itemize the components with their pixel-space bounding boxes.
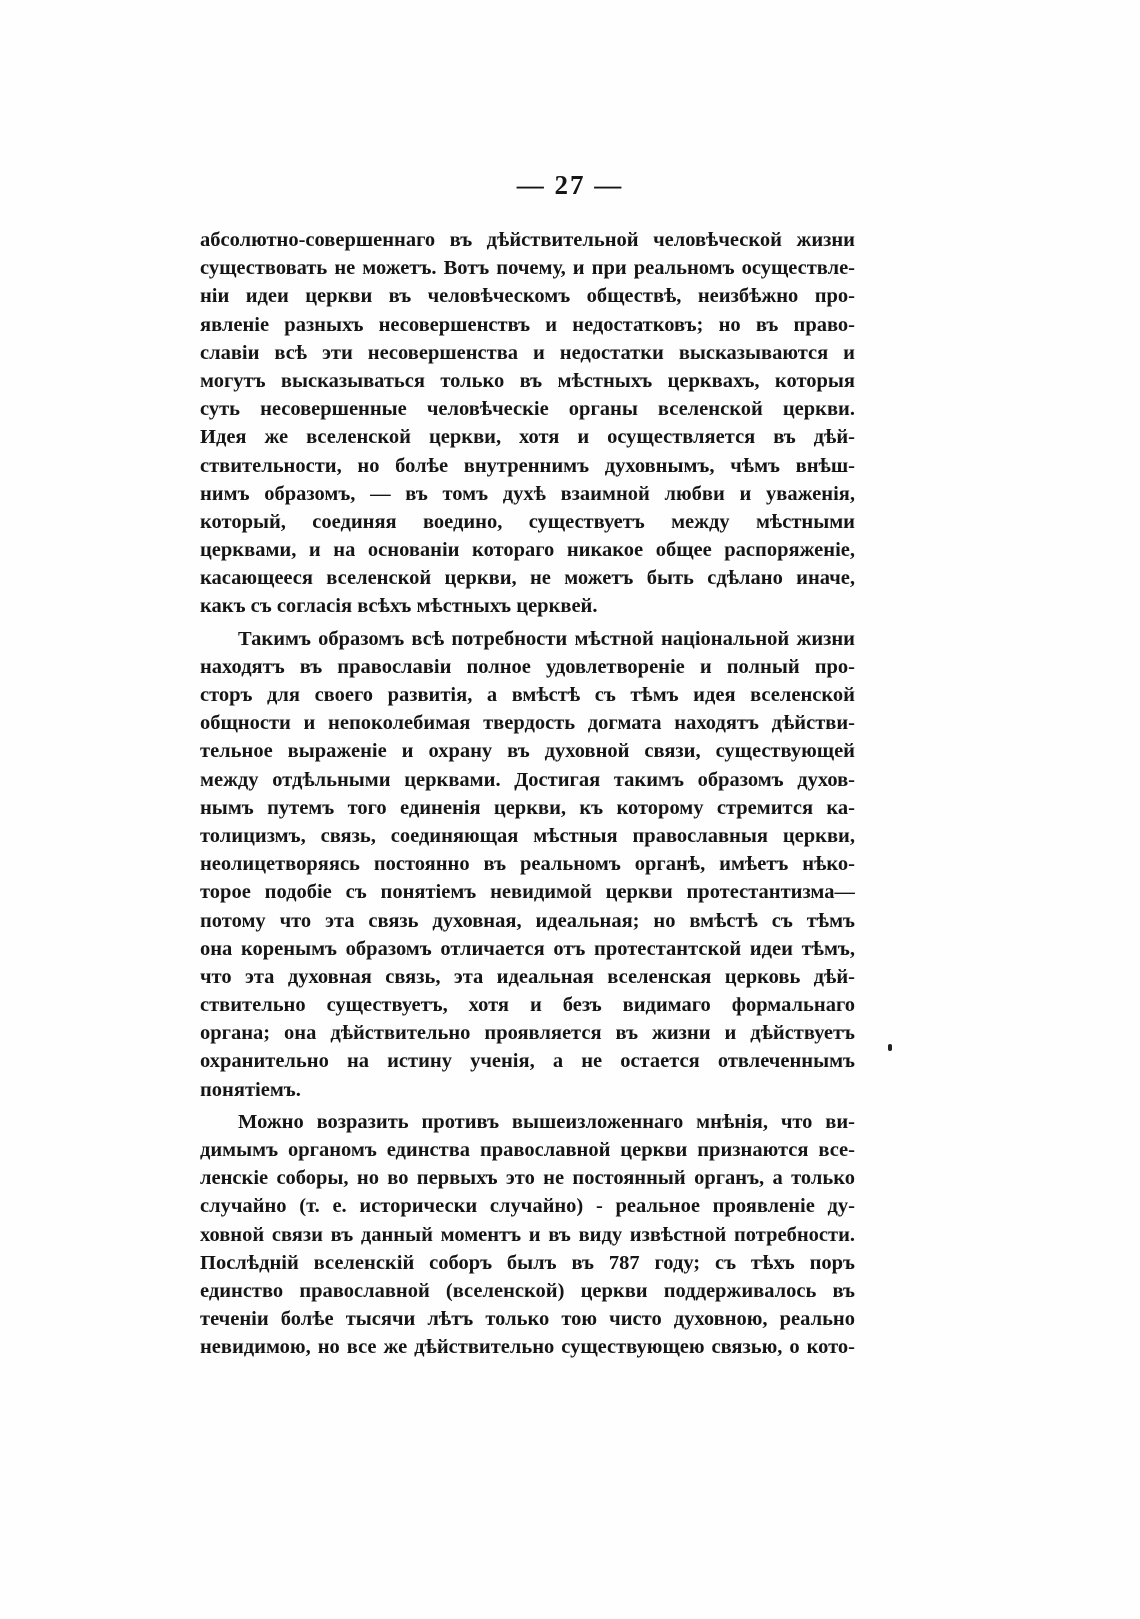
text-line: нимъ образомъ, — въ томъ духѣ взаимной любви и уваженія, xyxy=(200,482,855,505)
text-line: ніи идеи церкви въ человѣческомъ обществѣ, неизбѣжно про- xyxy=(200,285,855,308)
text-line: церквами, и на основаніи котораго никакое общее распоряженіе, xyxy=(200,539,855,562)
text-line: Такимъ образомъ всѣ потребности мѣстной національной жизни xyxy=(238,627,855,650)
text-line: ствительно существуетъ, хотя и безъ видимаго формальнаго xyxy=(200,994,855,1017)
text-line: невидимою, но все же дѣйствительно существующею связью, о кото- xyxy=(200,1336,855,1359)
ink-speck xyxy=(888,1044,892,1051)
text-line: ховной связи въ данный моментъ и въ виду извѣстной потребности. xyxy=(200,1223,855,1246)
text-line: суть несовершенные человѣческіе органы вселенской церкви. xyxy=(200,398,855,421)
text-line: потому что эта связь духовная, идеальная; но вмѣстѣ съ тѣмъ xyxy=(200,909,855,932)
text-line: явленіе разныхъ несовершенствъ и недостатковъ; но въ право- xyxy=(200,313,855,336)
text-line: сторъ для своего развитія, а вмѣстѣ съ тѣмъ идея вселенской xyxy=(200,684,855,706)
text-line: могутъ высказываться только въ мѣстныхъ церквахъ, которыя xyxy=(200,369,855,392)
text-line: ленскіе соборы, но во первыхъ это не постоянный органъ, а только xyxy=(200,1167,855,1190)
text-line: димымъ органомъ единства православной церкви признаются все- xyxy=(200,1139,855,1161)
text-line: Послѣдній вселенскій соборъ былъ въ 787 году; съ тѣхъ поръ xyxy=(200,1251,855,1274)
text-line: находятъ въ православіи полное удовлетвореніе и полный про- xyxy=(200,655,855,678)
text-line: касающееся вселенской церкви, не можетъ быть сдѣлано иначе, xyxy=(200,567,855,590)
text-line: существовать не можетъ. Вотъ почему, и при реальномъ осуществле- xyxy=(200,257,855,280)
text-line: понятіемъ. xyxy=(200,1078,301,1101)
text-line: органа; она дѣйствительно проявляется въ жизни и дѣйствуетъ xyxy=(200,1022,855,1045)
text-line: Идея же вселенской церкви, хотя и осуществляется въ дѣй- xyxy=(200,426,855,449)
text-line: ствительности, но болѣе внутреннимъ духовнымъ, чѣмъ внѣш- xyxy=(200,454,855,477)
text-line: абсолютно-совершеннаго въ дѣйствительной человѣческой жизни xyxy=(200,229,855,251)
text-line: торое подобіе съ понятіемъ невидимой церкви протестантизма— xyxy=(200,881,855,904)
text-line: неолицетворяясь постоянно въ реальномъ органѣ, имѣетъ нѣко- xyxy=(200,853,855,876)
text-line: славіи всѣ эти несовершенства и недостатки высказываются и xyxy=(200,341,855,364)
text-line: она коренымъ образомъ отличается отъ протестантской идеи тѣмъ, xyxy=(200,937,855,960)
paragraph-1 xyxy=(200,226,855,621)
text-line: случайно (т. е. исторически случайно) - реальное проявленіе ду- xyxy=(200,1195,855,1218)
paragraph-2 xyxy=(200,625,855,1104)
text-line: охранительно на истину ученія, а не остается отвлеченнымъ xyxy=(200,1050,855,1073)
text-line: единство православной (вселенской) церкви поддерживалось въ xyxy=(200,1279,855,1302)
text-line: Можно возразить противъ вышеизложеннаго мнѣнія, что ви- xyxy=(238,1110,855,1133)
text-line: какъ съ согласія всѣхъ мѣстныхъ церквей. xyxy=(200,595,598,618)
text-line: нымъ путемъ того единенія церкви, къ которому стремится ка- xyxy=(200,796,855,819)
text-line: толицизмъ, связь, соединяющая мѣстныя православныя церкви, xyxy=(200,824,855,847)
text-line: между отдѣльными церквами. Достигая такимъ образомъ духов- xyxy=(200,768,855,791)
text-line: теченіи болѣе тысячи лѣтъ только тою чисто духовною, реально xyxy=(200,1308,855,1331)
body-text xyxy=(200,226,855,1362)
text-line: что эта духовная связь, эта идеальная вселенская церковь дѣй- xyxy=(200,965,855,988)
text-line: общности и непоколебимая твердость догмата находятъ дѣйстви- xyxy=(200,712,855,735)
text-line: который, соединяя воедино, существуетъ между мѣстными xyxy=(200,510,855,533)
text-line: тельное выраженіе и охрану въ духовной связи, существующей xyxy=(200,740,855,763)
page-number: — 27 — xyxy=(516,170,624,200)
paragraph-3 xyxy=(200,1108,855,1362)
